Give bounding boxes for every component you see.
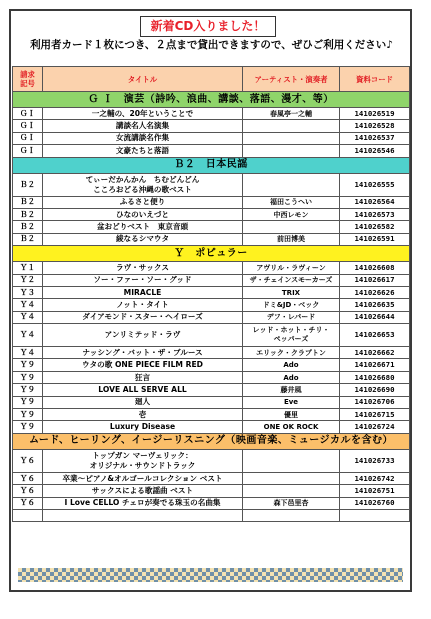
code-cell: 141026573	[340, 208, 410, 220]
section-heading: ムード、ヒーリング、イージーリスニング（映画音楽、ミュージカルを含む）	[13, 433, 410, 449]
table-row	[13, 409, 410, 421]
title-cell: てぃーだかんかん ちむどんどん こころおどる沖縄の歌ベスト	[43, 173, 243, 196]
table-row	[13, 359, 410, 371]
empty-cell	[340, 509, 410, 521]
title-cell: 卒業～ピアノ&オルゴールコレクション ベスト	[43, 472, 243, 484]
title-cell: MIRACLE	[43, 286, 243, 298]
artist-cell: Ado	[243, 371, 340, 383]
code-cell: 141026608	[340, 262, 410, 274]
table-row	[13, 145, 410, 157]
artist-cell: エリック・クラプトン	[243, 347, 340, 359]
artist-cell: 春風亭一之輔	[243, 108, 340, 120]
category-cell: Ｙ４	[13, 311, 43, 323]
category-cell: Ｙ２	[13, 274, 43, 286]
title-cell: 綾なるシマウタ	[43, 233, 243, 245]
artist-cell	[243, 472, 340, 484]
title-cell: アンリミテッド・ラヴ	[43, 324, 243, 347]
table-row	[13, 384, 410, 396]
artist-cell	[243, 173, 340, 196]
table-row	[13, 347, 410, 359]
title-cell: ひなのいえづと	[43, 208, 243, 220]
column-header-title: タイトル	[43, 67, 243, 92]
section-heading: Ｇ Ｉ 演芸（詩吟、浪曲、講談、落語、漫才、等）	[13, 92, 410, 108]
category-cell: Ｂ２	[13, 233, 43, 245]
artist-cell	[243, 120, 340, 132]
title-cell: 盆おどりベスト 東京音頭	[43, 221, 243, 233]
table-row	[13, 233, 410, 245]
title-cell: 文豪たちと落語	[43, 145, 243, 157]
artist-cell: ドミ&JD・ベック	[243, 299, 340, 311]
category-cell: ＧＩ	[13, 120, 43, 132]
code-cell: 141026690	[340, 384, 410, 396]
artist-cell: デフ・レパード	[243, 311, 340, 323]
table-row	[13, 311, 410, 323]
table-row	[13, 173, 410, 196]
artist-cell: 中西レモン	[243, 208, 340, 220]
cd-list-table	[12, 66, 410, 522]
category-cell: ＧＩ	[13, 108, 43, 120]
code-cell: 141026537	[340, 132, 410, 144]
artist-cell: 藤井風	[243, 384, 340, 396]
category-cell: Ｙ６	[13, 485, 43, 497]
title-cell: 講談名人名演集	[43, 120, 243, 132]
code-cell: 141026591	[340, 233, 410, 245]
table-row	[13, 485, 410, 497]
code-cell: 141026724	[340, 421, 410, 433]
decorative-checker-border	[18, 568, 403, 582]
code-cell: 141026564	[340, 196, 410, 208]
table-body	[13, 92, 410, 522]
category-cell: Ｙ６	[13, 472, 43, 484]
table-row	[13, 208, 410, 220]
category-cell: Ｙ１	[13, 262, 43, 274]
table-row	[13, 421, 410, 433]
title-cell: ノット・タイト	[43, 299, 243, 311]
table-row	[13, 472, 410, 484]
code-cell: 141026626	[340, 286, 410, 298]
artist-cell	[243, 145, 340, 157]
artist-cell: 福田こうへい	[243, 196, 340, 208]
artist-cell: Eve	[243, 396, 340, 408]
category-cell: Ｙ９	[13, 384, 43, 396]
table-row	[13, 262, 410, 274]
category-cell: Ｙ９	[13, 359, 43, 371]
section-heading-row	[13, 92, 410, 108]
table-row	[13, 286, 410, 298]
code-cell: 141026706	[340, 396, 410, 408]
code-cell: 141026617	[340, 274, 410, 286]
code-cell: 141026528	[340, 120, 410, 132]
artist-cell: 前田博美	[243, 233, 340, 245]
code-cell: 141026662	[340, 347, 410, 359]
code-cell: 141026715	[340, 409, 410, 421]
table-row	[13, 132, 410, 144]
artist-cell	[243, 449, 340, 472]
title-cell: LOVE ALL SERVE ALL	[43, 384, 243, 396]
code-cell: 141026742	[340, 472, 410, 484]
artist-cell: Ado	[243, 359, 340, 371]
artist-cell: ONE OK ROCK	[243, 421, 340, 433]
table-header-row	[13, 67, 410, 92]
section-heading: Ｂ２ 日本民謡	[13, 157, 410, 173]
code-cell: 141026680	[340, 371, 410, 383]
title-cell: ラヴ・サックス	[43, 262, 243, 274]
artist-cell	[243, 485, 340, 497]
table-row	[13, 221, 410, 233]
artist-cell	[243, 132, 340, 144]
table-row	[13, 299, 410, 311]
code-cell: 141026751	[340, 485, 410, 497]
title-cell: ウタの歌 ONE PIECE FILM RED	[43, 359, 243, 371]
empty-cell	[243, 509, 340, 521]
code-cell: 141026653	[340, 324, 410, 347]
section-heading: Ｙ ポピュラー	[13, 246, 410, 262]
table-row	[13, 497, 410, 509]
title-cell: 壱	[43, 409, 243, 421]
code-cell: 141026546	[340, 145, 410, 157]
code-cell: 141026519	[340, 108, 410, 120]
table-row	[13, 108, 410, 120]
title-cell: ソー・ファー・ソー・グッド	[43, 274, 243, 286]
title-cell: 狂言	[43, 371, 243, 383]
category-cell: Ｂ２	[13, 221, 43, 233]
section-heading-row	[13, 246, 410, 262]
title-cell: 女流講談名作集	[43, 132, 243, 144]
code-cell: 141026760	[340, 497, 410, 509]
code-cell: 141026671	[340, 359, 410, 371]
category-cell: Ｙ９	[13, 396, 43, 408]
code-cell: 141026555	[340, 173, 410, 196]
table-row	[13, 324, 410, 347]
code-cell: 141026635	[340, 299, 410, 311]
title-cell: I Love CELLO チェロが奏でる珠玉の名曲集	[43, 497, 243, 509]
empty-cell	[13, 509, 43, 521]
table-row	[13, 449, 410, 472]
code-cell: 141026644	[340, 311, 410, 323]
column-header-category: 請求 記号	[13, 67, 43, 92]
category-cell: Ｙ９	[13, 421, 43, 433]
artist-cell: 森下邑里杏	[243, 497, 340, 509]
title-cell: サックスによる歌謡曲 ベスト	[43, 485, 243, 497]
category-cell: Ｙ９	[13, 409, 43, 421]
lending-notice: 利用者カード１枚につき、２点まで貸出できますので、ぜひご利用ください♪	[30, 39, 393, 51]
title-cell: ナッシング・バット・ザ・ブルース	[43, 347, 243, 359]
category-cell: Ｙ３	[13, 286, 43, 298]
category-cell: Ｂ２	[13, 196, 43, 208]
category-cell: Ｙ９	[13, 371, 43, 383]
table-row	[13, 120, 410, 132]
category-cell: Ｙ４	[13, 324, 43, 347]
title-cell: トップガン マーヴェリック： オリジナル・サウンドトラック	[43, 449, 243, 472]
artist-cell: 優里	[243, 409, 340, 421]
title-cell: 廻人	[43, 396, 243, 408]
title-cell: Luxury Disease	[43, 421, 243, 433]
code-cell: 141026582	[340, 221, 410, 233]
artist-cell	[243, 221, 340, 233]
artist-cell: アヴリル・ラヴィーン	[243, 262, 340, 274]
column-header-artist: アーティスト・演奏者	[243, 67, 340, 92]
table-row	[13, 196, 410, 208]
artist-cell: レッド・ホット・チリ・ ペッパーズ	[243, 324, 340, 347]
table-row	[13, 396, 410, 408]
artist-cell: TRIX	[243, 286, 340, 298]
category-cell: Ｙ６	[13, 497, 43, 509]
category-cell: ＧＩ	[13, 145, 43, 157]
title-cell: 一之輔の、20年ということで	[43, 108, 243, 120]
empty-cell	[43, 509, 243, 521]
category-cell: Ｂ２	[13, 173, 43, 196]
category-cell: Ｙ４	[13, 299, 43, 311]
empty-row	[13, 509, 410, 521]
category-cell: ＧＩ	[13, 132, 43, 144]
title-cell: ダイアモンド・スター・ヘイローズ	[43, 311, 243, 323]
page-title: 新着CD入りました！	[140, 16, 276, 37]
title-cell: ふるさと便り	[43, 196, 243, 208]
category-cell: Ｙ４	[13, 347, 43, 359]
column-header-code: 資料コード	[340, 67, 410, 92]
table-row	[13, 274, 410, 286]
section-heading-row	[13, 433, 410, 449]
category-cell: Ｙ６	[13, 449, 43, 472]
artist-cell: ザ・チェインスモーカーズ	[243, 274, 340, 286]
category-cell: Ｂ２	[13, 208, 43, 220]
section-heading-row	[13, 157, 410, 173]
code-cell: 141026733	[340, 449, 410, 472]
table-row	[13, 371, 410, 383]
